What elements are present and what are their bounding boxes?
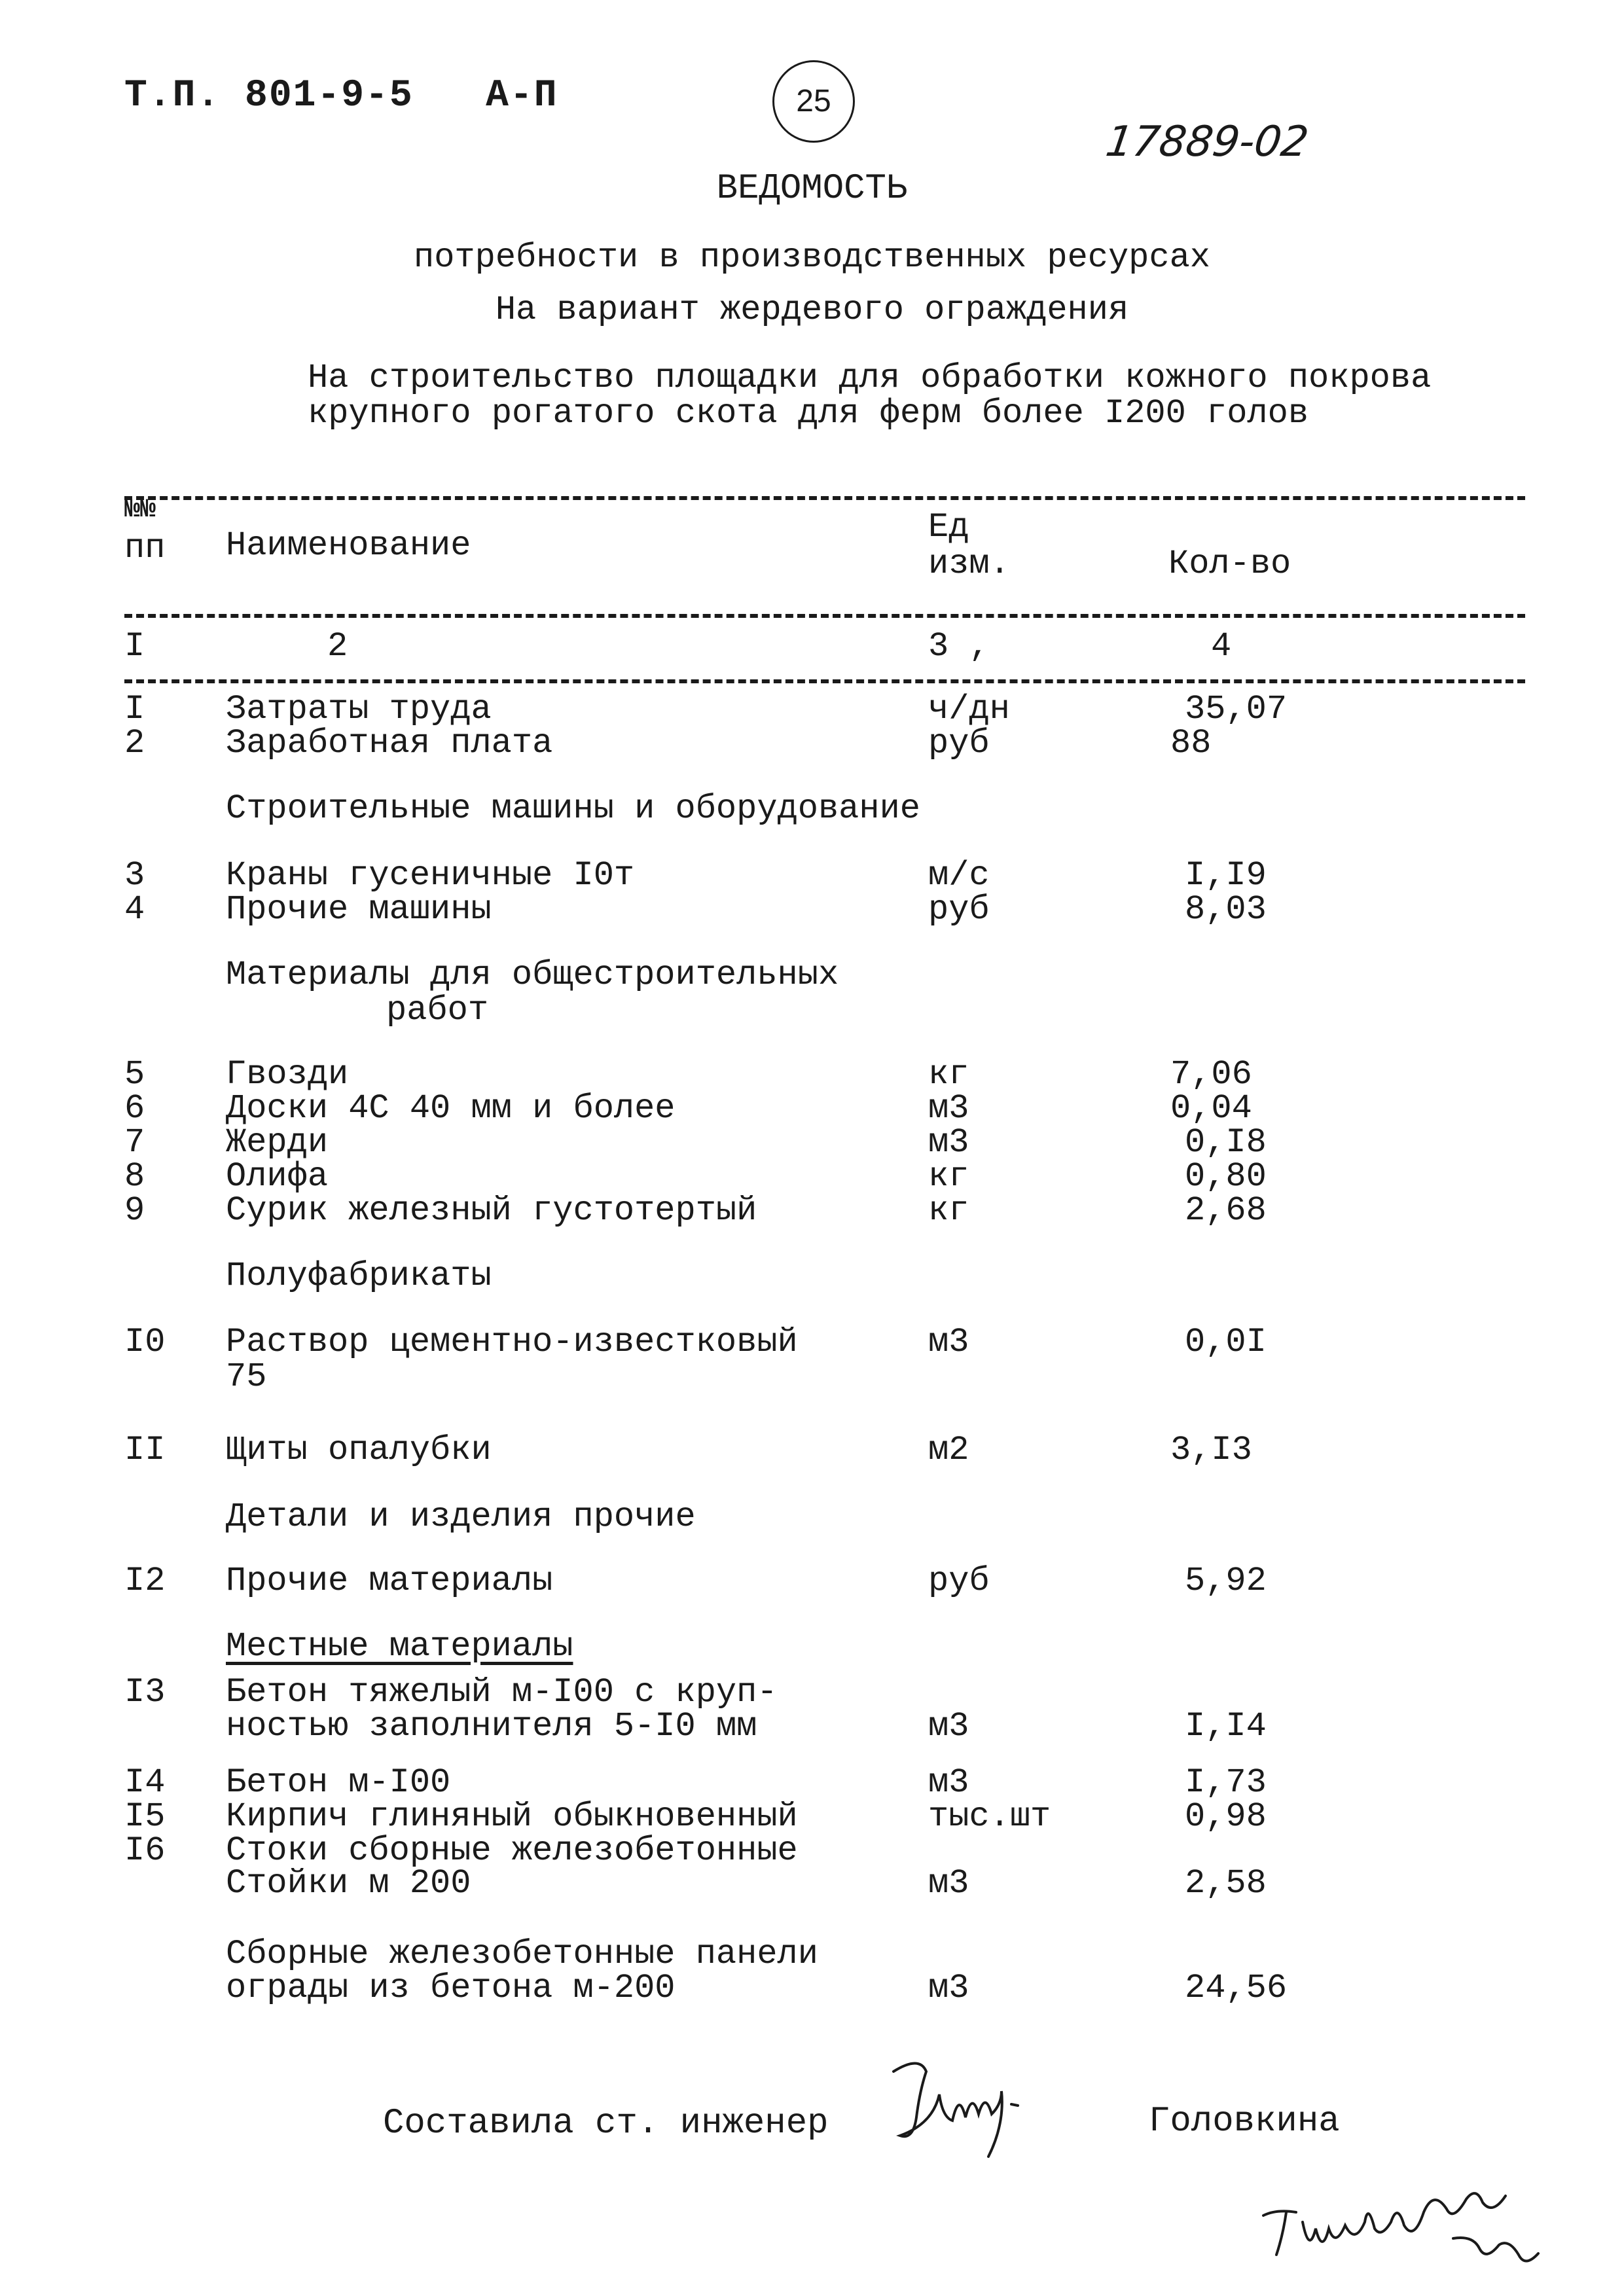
title-variant: На вариант жердевого ограждения — [495, 291, 1129, 329]
row-unit: кг — [928, 1191, 969, 1230]
row-unit: кг — [928, 1157, 969, 1196]
row-name: Кирпич глиняный обыкновенный — [226, 1797, 798, 1836]
row-quantity: 5,92 — [1185, 1562, 1267, 1600]
row-number: II — [124, 1431, 166, 1469]
row-quantity: 88 — [1170, 724, 1212, 762]
row-quantity: 2,68 — [1185, 1191, 1267, 1230]
row-name: Сурик железный густотертый — [226, 1191, 757, 1230]
row-unit: м3 — [928, 1123, 969, 1162]
header-name: Наименование — [226, 526, 471, 565]
header-unit-a: Ед — [928, 508, 969, 547]
row-quantity: I,I4 — [1185, 1707, 1267, 1746]
table-rule-top — [124, 496, 1525, 500]
row-name: Стойки м 200 — [226, 1864, 471, 1903]
row-name: Сборные железобетонные панели — [226, 1935, 818, 1973]
document-code: Т.П. 801-9-5 А-П — [124, 75, 558, 117]
row-quantity: 2,58 — [1185, 1864, 1267, 1903]
row-unit: м3 — [928, 1763, 969, 1802]
header-num-b: пп — [124, 529, 166, 567]
page-number-text: 25 — [796, 84, 831, 118]
row-name: Щиты опалубки — [226, 1431, 492, 1469]
row-name: Раствор цементно-известковый — [226, 1323, 798, 1361]
row-number: 3 — [124, 856, 145, 895]
engineer-surname: Головкина — [1149, 2102, 1340, 2142]
row-number: 8 — [124, 1157, 145, 1196]
row-unit: м3 — [928, 1969, 969, 2007]
row-name: Прочие материалы — [226, 1562, 553, 1600]
row-name: ностью заполнителя 5-I0 мм — [226, 1707, 757, 1746]
row-name: Бетон тяжелый м-I00 с круп- — [226, 1673, 778, 1712]
header-qty: Кол-во — [1168, 545, 1291, 583]
row-name: Стоки сборные железобетонные — [226, 1831, 798, 1870]
row-unit: кг — [928, 1055, 969, 1094]
row-quantity: 0,80 — [1185, 1157, 1267, 1196]
row-name: работ — [386, 991, 489, 1030]
row-name: Краны гусеничные I0т — [226, 856, 635, 895]
row-name: Строительные машины и оборудование — [226, 789, 920, 828]
row-name: Олифа — [226, 1157, 329, 1196]
row-name: Жерди — [226, 1123, 329, 1162]
row-number: 9 — [124, 1191, 145, 1230]
row-number: I6 — [124, 1831, 166, 1870]
column-number-2: 2 — [327, 627, 348, 666]
row-name: Гвозди — [226, 1055, 349, 1094]
row-quantity: 3,I3 — [1170, 1431, 1252, 1469]
row-name: Заработная плата — [226, 724, 553, 762]
row-quantity: 7,06 — [1170, 1055, 1252, 1094]
row-number: 5 — [124, 1055, 145, 1094]
row-name: Затраты труда — [226, 690, 492, 728]
engineer-signature — [880, 2052, 1070, 2163]
row-number: 2 — [124, 724, 145, 762]
row-unit: м2 — [928, 1431, 969, 1469]
header-num-a: №№ — [124, 495, 156, 525]
row-number: 4 — [124, 890, 145, 929]
row-name: Полуфабрикаты — [226, 1257, 492, 1295]
row-number: I4 — [124, 1763, 166, 1802]
page-number — [772, 60, 855, 143]
title-purpose-line2: крупного рогатого скота для ферм более I200 голов — [308, 394, 1309, 433]
row-quantity: I,I9 — [1185, 856, 1267, 895]
column-number-4: 4 — [1211, 627, 1232, 666]
row-unit: м3 — [928, 1323, 969, 1361]
checker-signature — [1257, 2176, 1558, 2294]
row-unit: руб — [928, 890, 990, 929]
row-number: I — [124, 690, 145, 728]
row-quantity: 8,03 — [1185, 890, 1267, 929]
title-subject: потребности в производственных ресурсах — [414, 238, 1210, 277]
row-unit: м/с — [928, 856, 990, 895]
row-quantity: 0,0I — [1185, 1323, 1267, 1361]
title-statement: ВЕДОМОСТЬ — [716, 169, 908, 209]
row-unit: м3 — [928, 1864, 969, 1903]
row-number: I2 — [124, 1562, 166, 1600]
header-unit-b: изм. — [928, 545, 1010, 583]
row-name: Материалы для общестроительных — [226, 956, 839, 994]
row-quantity: 0,98 — [1185, 1797, 1267, 1836]
row-quantity: I,73 — [1185, 1763, 1267, 1802]
row-name: 75 — [226, 1357, 267, 1396]
title-purpose-line1: На строительство площадки для обработки кожного покрова — [308, 359, 1432, 397]
row-number: 6 — [124, 1089, 145, 1128]
row-number: I0 — [124, 1323, 166, 1361]
column-number-1: I — [124, 627, 145, 666]
row-quantity: 0,04 — [1170, 1089, 1252, 1128]
table-rule-bottom — [124, 679, 1525, 683]
row-number: I5 — [124, 1797, 166, 1836]
row-name: Доски 4С 40 мм и более — [226, 1089, 676, 1128]
column-number-3: 3 , — [928, 627, 990, 666]
row-unit: ч/дн — [928, 690, 1010, 728]
row-name: Детали и изделия прочие — [226, 1498, 696, 1536]
table-rule-mid — [124, 614, 1525, 618]
row-name: Местные материалы — [226, 1627, 573, 1666]
row-quantity: 0,I8 — [1185, 1123, 1267, 1162]
archive-number: 17889-02 — [1102, 118, 1312, 166]
row-name: ограды из бетона м-200 — [226, 1969, 676, 2007]
row-unit: тыс.шт — [928, 1797, 1051, 1836]
compiled-by-label: Составила ст. инженер — [383, 2104, 829, 2144]
row-unit: руб — [928, 1562, 990, 1600]
row-name: Бетон м-I00 — [226, 1763, 451, 1802]
row-name: Прочие машины — [226, 890, 492, 929]
row-unit: руб — [928, 724, 990, 762]
row-number: I3 — [124, 1673, 166, 1712]
row-quantity: 24,56 — [1185, 1969, 1288, 2007]
row-quantity: 35,07 — [1185, 690, 1288, 728]
row-unit: м3 — [928, 1089, 969, 1128]
row-unit: м3 — [928, 1707, 969, 1746]
row-number: 7 — [124, 1123, 145, 1162]
